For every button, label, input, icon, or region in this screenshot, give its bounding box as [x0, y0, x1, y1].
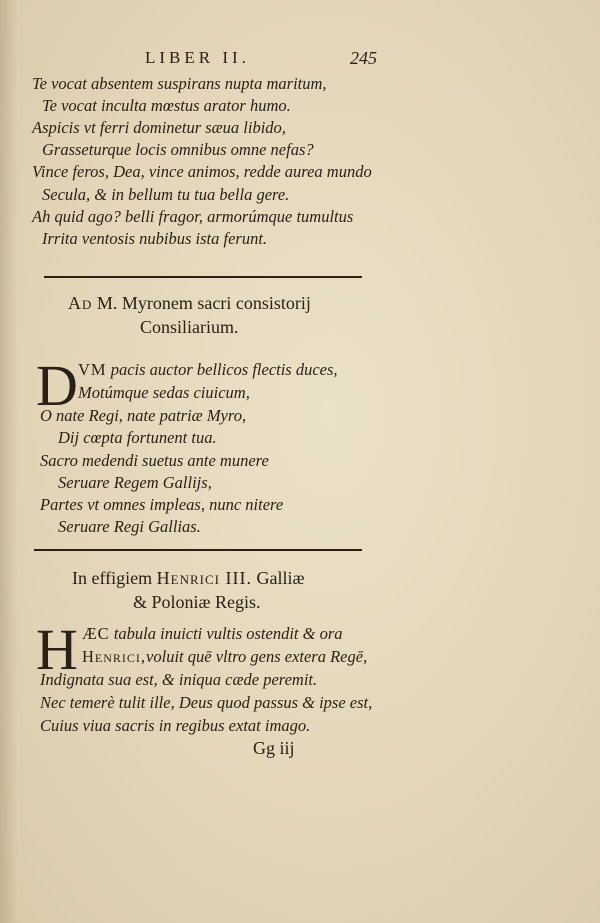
verse-line: Motúmque sedas ciuicum, [78, 383, 250, 402]
verse-line: Cuius viua sacris in regibus extat imago. [40, 716, 311, 735]
section-heading: Ad M. Myronem sacri consistorij [68, 293, 311, 313]
drop-cap: D [36, 353, 78, 418]
section-divider [34, 549, 362, 551]
running-title: LIBER II. [145, 48, 250, 67]
verse-line: VM pacis auctor bellicos flectis duces, [78, 360, 338, 379]
section-divider [44, 276, 362, 278]
verse-line: Dij cœpta fortunent tua. [58, 428, 217, 447]
signature-mark: Gg iij [253, 738, 295, 758]
verse-line: Indignata sua est, & iniqua cæde peremit. [40, 670, 318, 689]
verse-line: Seruare Regem Gallijs, [58, 473, 212, 492]
section-heading: In effigiem Henrici III. Galliæ [72, 568, 305, 588]
page-edge-shadow [0, 0, 18, 923]
verse-line: Ah quid ago? belli fragor, armorúmque tumultus [32, 207, 354, 226]
verse-line: Te vocat inculta mœstus arator humo. [42, 96, 291, 115]
verse-line: Sacro medendi suetus ante munere [40, 451, 269, 470]
page-number: 245 [350, 48, 377, 68]
verse-line: O nate Regi, nate patriæ Myro, [40, 406, 247, 425]
verse-line: Te vocat absentem suspirans nupta maritum, [32, 74, 327, 93]
verse-line: Henrici,voluit quē vltro gens extera Regē, [82, 647, 368, 666]
verse-line: Vince feros, Dea, vince animos, redde aurea mundo [32, 162, 372, 181]
verse-line: Nec temerè tulit ille, Deus quod passus & ipse est, [40, 693, 373, 712]
section-heading-line2: & Poloniæ Regis. [133, 592, 261, 612]
verse-line: Seruare Regi Gallias. [58, 517, 201, 536]
drop-cap: H [36, 617, 78, 682]
verse-line: ÆC tabula inuicti vultis ostendit & ora [82, 624, 343, 643]
verse-line: Aspicis vt ferri dominetur sæua libido, [32, 118, 286, 137]
section-heading-line2: Consiliarium. [140, 317, 239, 337]
page-header [0, 48, 600, 72]
verse-line: Irrita ventosis nubibus ista ferunt. [42, 229, 268, 248]
verse-line: Partes vt omnes impleas, nunc nitere [40, 495, 284, 514]
verse-line: Secula, & in bellum tu tua bella gere. [42, 185, 290, 204]
verse-line: Grasseturque locis omnibus omne nefas? [42, 140, 314, 159]
